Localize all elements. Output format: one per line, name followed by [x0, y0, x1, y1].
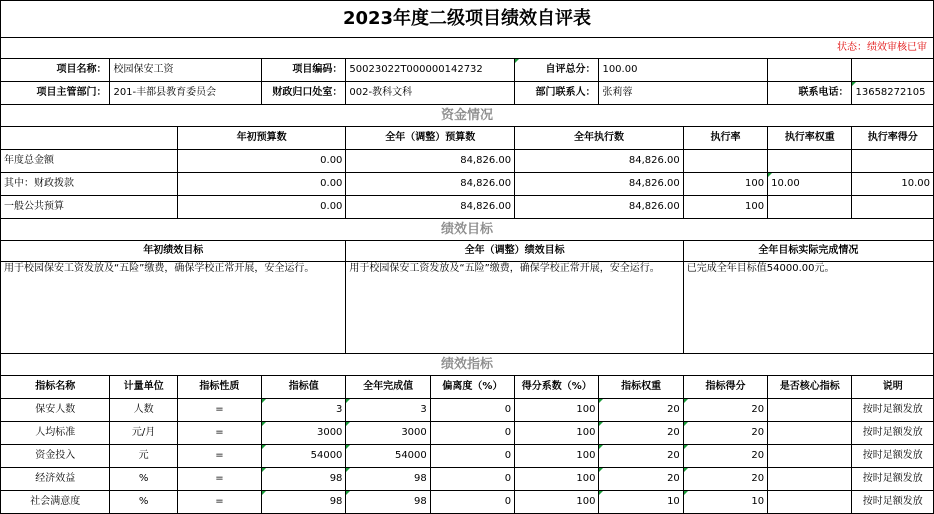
ind-coefficient: 100 — [515, 422, 599, 445]
project-code-value: 50023022T000000142732 — [346, 59, 515, 82]
ind-unit: % — [110, 491, 177, 514]
ind-coefficient: 100 — [515, 491, 599, 514]
ind-header-done: 全年完成值 — [346, 376, 430, 399]
funds-row-weight — [768, 150, 852, 173]
ind-done: 98 — [346, 468, 430, 491]
ind-weight: 20 — [599, 445, 683, 468]
contact-value: 张莉蓉 — [599, 82, 768, 105]
ind-note: 按时足额发放 — [852, 491, 934, 514]
ind-core — [768, 491, 852, 514]
ind-header-unit: 计量单位 — [110, 376, 177, 399]
funds-row — [1, 173, 934, 196]
funds-row-weight — [768, 196, 852, 219]
ind-weight: 20 — [599, 468, 683, 491]
ind-coefficient: 100 — [515, 445, 599, 468]
ind-deviation: 0 — [430, 491, 514, 514]
ind-core — [768, 399, 852, 422]
funds-row-executed: 84,826.00 — [515, 150, 684, 173]
funds-row-rate: 100 — [683, 196, 767, 219]
funds-row-name: 年度总金额 — [1, 150, 178, 173]
ind-deviation: 0 — [430, 468, 514, 491]
indicators-section-title: 绩效指标 — [1, 354, 934, 376]
indicator-row — [1, 468, 934, 491]
indicator-row — [1, 422, 934, 445]
ind-deviation: 0 — [430, 445, 514, 468]
ind-name: 经济效益 — [1, 468, 110, 491]
ind-coefficient: 100 — [515, 399, 599, 422]
ind-deviation: 0 — [430, 422, 514, 445]
project-name-value: 校园保安工资 — [110, 59, 262, 82]
ind-core — [768, 445, 852, 468]
ind-name: 资金投入 — [1, 445, 110, 468]
ind-nature: = — [177, 399, 261, 422]
ind-unit: 人数 — [110, 399, 177, 422]
ind-header-weight: 指标权重 — [599, 376, 683, 399]
funds-row — [1, 196, 934, 219]
ind-score: 20 — [683, 468, 767, 491]
dept-value: 201-丰都县教育委员会 — [110, 82, 262, 105]
funds-header-score: 执行率得分 — [852, 127, 934, 150]
funds-row-score — [852, 150, 934, 173]
ind-note: 按时足额发放 — [852, 445, 934, 468]
funds-row — [1, 150, 934, 173]
project-name-label: 项目名称： — [1, 59, 110, 82]
funds-row-score — [852, 196, 934, 219]
ind-note: 按时足额发放 — [852, 468, 934, 491]
ind-unit: 元 — [110, 445, 177, 468]
ind-header-score: 指标得分 — [683, 376, 767, 399]
ind-nature: = — [177, 445, 261, 468]
indicator-row — [1, 399, 934, 422]
funds-row-weight: 10.00 — [768, 173, 852, 196]
goals-header-actual: 全年目标实际完成情况 — [683, 241, 933, 262]
goals-initial-text: 用于校园保安工资发放及“五险”缴费，确保学校正常开展，安全运行。 — [1, 262, 346, 354]
contact-label: 部门联系人： — [515, 82, 599, 105]
score-value: 100.00 — [599, 59, 768, 82]
funds-row-initial: 0.00 — [177, 173, 346, 196]
funds-row-name: 其中：财政拨款 — [1, 173, 178, 196]
finance-label: 财政归口处室： — [262, 82, 346, 105]
funds-row-executed: 84,826.00 — [515, 173, 684, 196]
ind-note: 按时足额发放 — [852, 399, 934, 422]
ind-core — [768, 468, 852, 491]
funds-row-name: 一般公共预算 — [1, 196, 178, 219]
page-title: 2023年度二级项目绩效自评表 — [1, 1, 934, 38]
ind-coefficient: 100 — [515, 468, 599, 491]
funds-row-rate: 100 — [683, 173, 767, 196]
ind-nature: = — [177, 468, 261, 491]
funds-row-rate — [683, 150, 767, 173]
ind-header-coefficient: 得分系数（%） — [515, 376, 599, 399]
goals-header-initial: 年初绩效目标 — [1, 241, 346, 262]
funds-header-initial: 年初预算数 — [177, 127, 346, 150]
ind-header-note: 说明 — [852, 376, 934, 399]
ind-done: 3 — [346, 399, 430, 422]
ind-weight: 20 — [599, 399, 683, 422]
ind-name: 保安人数 — [1, 399, 110, 422]
funds-row-adjusted: 84,826.00 — [346, 173, 515, 196]
ind-unit: % — [110, 468, 177, 491]
ind-done: 3000 — [346, 422, 430, 445]
ind-deviation: 0 — [430, 399, 514, 422]
ind-header-deviation: 偏离度（%） — [430, 376, 514, 399]
ind-name: 社会满意度 — [1, 491, 110, 514]
goals-header-adjusted: 全年（调整）绩效目标 — [346, 241, 683, 262]
ind-header-name: 指标名称 — [1, 376, 110, 399]
empty-cell — [1, 127, 178, 150]
ind-note: 按时足额发放 — [852, 422, 934, 445]
status-text: 状态：绩效审核已审 — [1, 38, 934, 59]
score-label: 自评总分： — [515, 59, 599, 82]
goals-adjusted-text: 用于校园保安工资发放及“五险”缴费，确保学校正常开展，安全运行。 — [346, 262, 683, 354]
funds-row-score: 10.00 — [852, 173, 934, 196]
phone-label: 联系电话： — [768, 82, 852, 105]
ind-score: 10 — [683, 491, 767, 514]
funds-header-rate: 执行率 — [683, 127, 767, 150]
ind-done: 54000 — [346, 445, 430, 468]
ind-score: 20 — [683, 399, 767, 422]
ind-target: 54000 — [262, 445, 346, 468]
ind-weight: 10 — [599, 491, 683, 514]
empty-cell — [768, 59, 852, 82]
ind-unit: 元/月 — [110, 422, 177, 445]
finance-value: 002-教科文科 — [346, 82, 515, 105]
funds-header-adjusted: 全年（调整）预算数 — [346, 127, 515, 150]
ind-target: 98 — [262, 491, 346, 514]
funds-row-initial: 0.00 — [177, 196, 346, 219]
empty-cell — [852, 59, 934, 82]
dept-label: 项目主管部门： — [1, 82, 110, 105]
funds-row-executed: 84,826.00 — [515, 196, 684, 219]
ind-header-core: 是否核心指标 — [768, 376, 852, 399]
ind-done: 98 — [346, 491, 430, 514]
ind-target: 3 — [262, 399, 346, 422]
funds-row-adjusted: 84,826.00 — [346, 196, 515, 219]
indicator-row — [1, 445, 934, 468]
ind-core — [768, 422, 852, 445]
phone-value: 13658272105 — [852, 82, 934, 105]
funds-header-weight: 执行率权重 — [768, 127, 852, 150]
goals-section-title: 绩效目标 — [1, 219, 934, 241]
ind-score: 20 — [683, 422, 767, 445]
ind-target: 3000 — [262, 422, 346, 445]
goals-actual-text: 已完成全年目标值54000.00元。 — [683, 262, 933, 354]
ind-nature: = — [177, 422, 261, 445]
indicator-row — [1, 491, 934, 514]
ind-header-target: 指标值 — [262, 376, 346, 399]
ind-score: 20 — [683, 445, 767, 468]
funds-row-adjusted: 84,826.00 — [346, 150, 515, 173]
funds-header-executed: 全年执行数 — [515, 127, 684, 150]
ind-weight: 20 — [599, 422, 683, 445]
project-code-label: 项目编码： — [262, 59, 346, 82]
ind-nature: = — [177, 491, 261, 514]
ind-name: 人均标准 — [1, 422, 110, 445]
ind-target: 98 — [262, 468, 346, 491]
ind-header-nature: 指标性质 — [177, 376, 261, 399]
funds-row-initial: 0.00 — [177, 150, 346, 173]
funds-section-title: 资金情况 — [1, 105, 934, 127]
